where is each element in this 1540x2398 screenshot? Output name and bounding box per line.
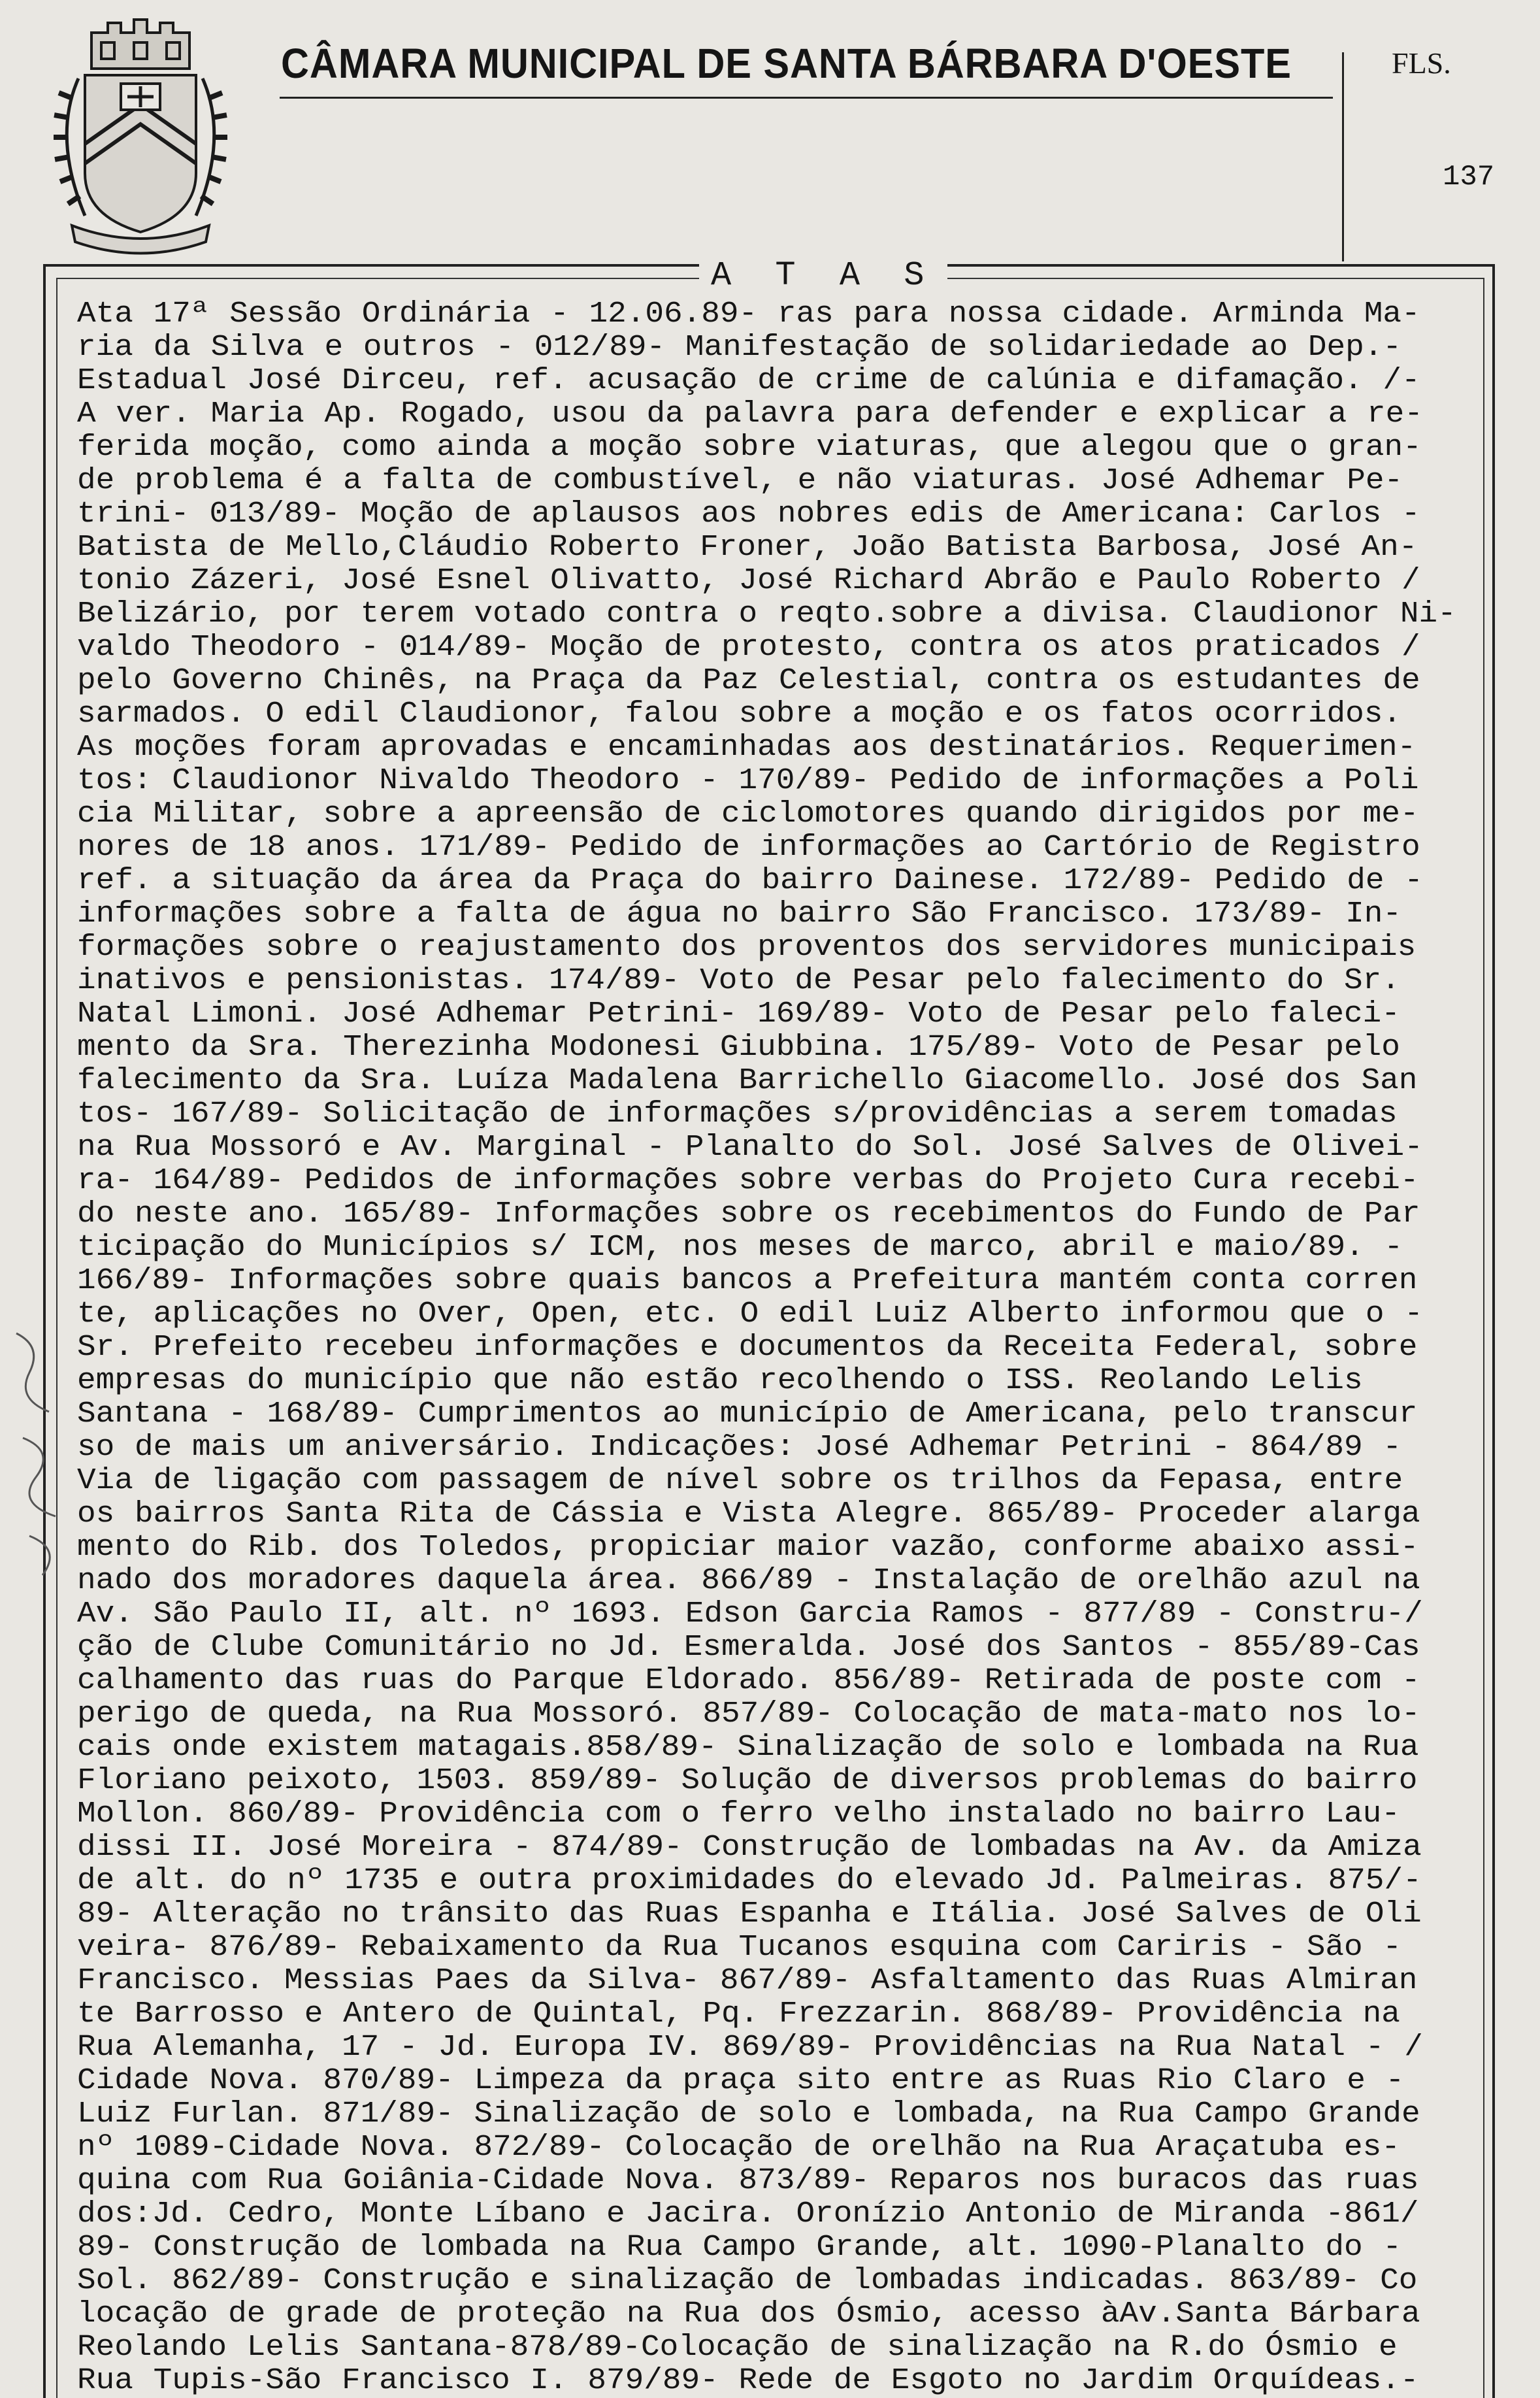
title-underline bbox=[280, 97, 1333, 99]
text-line: veira- 876/89- Rebaixamento da Rua Tucanos esquina com Cariris - São - bbox=[77, 1931, 1402, 1964]
text-line: valdo Theodoro - 014/89- Moção de protesto, contra os atos praticados / bbox=[77, 631, 1420, 664]
text-line: do neste ano. 165/89- Informações sobre os recebimentos do Fundo de Par bbox=[77, 1197, 1420, 1231]
text-line: trini- 013/89- Moção de aplausos aos nobres edis de Americana: Carlos - bbox=[77, 497, 1420, 531]
text-line: mento da Sra. Therezinha Modonesi Giubbina. 175/89- Voto de Pesar pelo bbox=[77, 1031, 1400, 1064]
text-line: 89- Alteração no trânsito das Ruas Espanha e Itália. José Salves de Oli bbox=[77, 1897, 1422, 1931]
text-line: Av. São Paulo II, alt. nº 1693. Edson Garcia Ramos - 877/89 - Constru-/ bbox=[77, 1597, 1423, 1631]
text-line: ticipação do Municípios s/ ICM, nos meses de marco, abril e maio/89. - bbox=[77, 1231, 1403, 1264]
text-line: de problema é a falta de combustível, e não viaturas. José Adhemar Pe- bbox=[77, 464, 1403, 497]
text-line: Mollon. 860/89- Providência com o ferro velho instalado no bairro Lau- bbox=[77, 1797, 1400, 1831]
text-line: Rua Alemanha, 17 - Jd. Europa IV. 869/89- Providências na Rua Natal - / bbox=[77, 2031, 1423, 2064]
text-line: falecimento da Sra. Luíza Madalena Barrichello Giacomello. José dos San bbox=[77, 1064, 1418, 1097]
text-line: As moções foram aprovadas e encaminhadas aos destinatários. Requerimen- bbox=[77, 731, 1417, 764]
text-line: inativos e pensionistas. 174/89- Voto de Pesar pelo falecimento do Sr. bbox=[77, 964, 1400, 997]
handwritten-margin-signature bbox=[3, 1320, 82, 1595]
text-line: Floriano peixoto, 1503. 859/89- Solução de diversos problemas do bairro bbox=[77, 1764, 1418, 1797]
text-line: perigo de queda, na Rua Mossoró. 857/89- Colocação de mata-mato nos lo- bbox=[77, 1697, 1420, 1731]
fls-label: FLS. bbox=[1392, 46, 1451, 80]
institution-title: CÂMARA MUNICIPAL DE SANTA BÁRBARA D'OESTE bbox=[281, 40, 1292, 87]
text-line: de alt. do nº 1735 e outra proximidades do elevado Jd. Palmeiras. 875/- bbox=[77, 1864, 1422, 1897]
text-line: Reolando Lelis Santana-878/89-Colocação de sinalização na R.do Ósmio e bbox=[77, 2331, 1398, 2364]
text-line: A ver. Maria Ap. Rogado, usou da palavra para defender e explicar a re- bbox=[77, 397, 1423, 431]
text-line: os bairros Santa Rita de Cássia e Vista Alegre. 865/89- Proceder alarga bbox=[77, 1497, 1420, 1531]
text-line: formações sobre o reajustamento dos proventos dos servidores municipais bbox=[77, 931, 1417, 964]
text-line: sarmados. O edil Claudionor, falou sobre a moção e os fatos ocorridos. bbox=[77, 697, 1402, 731]
text-line: locação de grade de proteção na Rua dos Ósmio, acesso àAv.Santa Bárbara bbox=[77, 2297, 1420, 2331]
text-line: Sol. 862/89- Construção e sinalização de lombadas indicadas. 863/89- Co bbox=[77, 2264, 1418, 2297]
text-line: ra- 164/89- Pedidos de informações sobre verbas do Projeto Cura recebi- bbox=[77, 1164, 1419, 1197]
text-line: nado dos moradores daquela área. 866/89 - Instalação de orelhão azul na bbox=[77, 1564, 1420, 1597]
text-line: Rua Tupis-São Francisco I. 879/89- Rede de Esgoto no Jardim Orquídeas.- bbox=[77, 2364, 1419, 2397]
text-line: ferida moção, como ainda a moção sobre viaturas, que alegou que o gran- bbox=[77, 431, 1422, 464]
text-line: Batista de Mello,Cláudio Roberto Froner, João Batista Barbosa, José An- bbox=[77, 531, 1418, 564]
text-line: te Barrosso e Antero de Quintal, Pq. Frezzarin. 868/89- Providência na bbox=[77, 1997, 1400, 2031]
text-line: calhamento das ruas do Parque Eldorado. 856/89- Retirada de poste com - bbox=[77, 1664, 1420, 1697]
coat-of-arms-emblem bbox=[46, 7, 235, 255]
text-line: tonio Zázeri, José Esnel Olivatto, José Richard Abrão e Paulo Roberto / bbox=[77, 564, 1420, 597]
text-line: 166/89- Informações sobre quais bancos a Prefeitura mantém conta corren bbox=[77, 1264, 1418, 1297]
text-line: tos- 167/89- Solicitação de informações s/providências a serem tomadas bbox=[77, 1097, 1398, 1131]
text-line: ção de Clube Comunitário no Jd. Esmeralda. José dos Santos - 855/89-Cas bbox=[77, 1631, 1420, 1664]
text-line: dos:Jd. Cedro, Monte Líbano e Jacira. Oronízio Antonio de Miranda -861/ bbox=[77, 2197, 1419, 2231]
text-line: informações sobre a falta de água no bairro São Francisco. 173/89- In- bbox=[77, 897, 1402, 931]
text-line: te, aplicações no Over, Open, etc. O edil Luiz Alberto informou que o - bbox=[77, 1297, 1423, 1331]
text-line: so de mais um aniversário. Indicações: José Adhemar Petrini - 864/89 - bbox=[77, 1431, 1402, 1464]
text-line: Cidade Nova. 870/89- Limpeza da praça sito entre as Ruas Rio Claro e - bbox=[77, 2064, 1405, 2097]
text-line: pelo Governo Chinês, na Praça da Paz Celestial, contra os estudantes de bbox=[77, 664, 1420, 697]
text-line: mento do Rib. dos Toledos, propiciar maior vazão, conforme abaixo assi- bbox=[77, 1531, 1419, 1564]
text-line: tos: Claudionor Nivaldo Theodoro - 170/89- Pedido de informações a Poli bbox=[77, 764, 1419, 797]
text-line: Santana - 168/89- Cumprimentos ao município de Americana, pelo transcur bbox=[77, 1397, 1418, 1431]
text-line: Francisco. Messias Paes da Silva- 867/89- Asfaltamento das Ruas Almiran bbox=[77, 1964, 1418, 1997]
text-line: quina com Rua Goiânia-Cidade Nova. 873/89- Reparos nos buracos das ruas bbox=[77, 2164, 1419, 2197]
text-line: Belizário, por terem votado contra o reqto.sobre a divisa. Claudionor Ni- bbox=[77, 597, 1456, 631]
header-vertical-divider bbox=[1342, 52, 1344, 261]
text-line: 89- Construção de lombada na Rua Campo Grande, alt. 1090-Planalto do - bbox=[77, 2231, 1402, 2264]
text-line: Estadual José Dirceu, ref. acusação de crime de calúnia e difamação. /- bbox=[77, 364, 1420, 397]
text-line: ria da Silva e outros - 012/89- Manifestação de solidariedade ao Dep.- bbox=[77, 331, 1402, 364]
section-title: A T A S bbox=[699, 256, 947, 295]
text-line: dissi II. José Moreira - 874/89- Construção de lombadas na Av. da Amiza bbox=[77, 1831, 1422, 1864]
text-line: cais onde existem matagais.858/89- Sinalização de solo e lombada na Rua bbox=[77, 1731, 1419, 1764]
text-line: na Rua Mossoró e Av. Marginal - Planalto do Sol. José Salves de Olivei- bbox=[77, 1131, 1423, 1164]
page-number: 137 bbox=[1443, 161, 1495, 193]
text-line: Luiz Furlan. 871/89- Sinalização de solo e lombada, na Rua Campo Grande bbox=[77, 2097, 1420, 2131]
text-line: nores de 18 anos. 171/89- Pedido de informações ao Cartório de Registro bbox=[77, 831, 1420, 864]
text-line: nº 1089-Cidade Nova. 872/89- Colocação de orelhão na Rua Araçatuba es- bbox=[77, 2131, 1400, 2164]
text-line: cia Militar, sobre a apreensão de ciclomotores quando dirigidos por me- bbox=[77, 797, 1419, 831]
text-line: Via de ligação com passagem de nível sobre os trilhos da Fepasa, entre bbox=[77, 1464, 1403, 1497]
text-line: empresas do município que não estão recolhendo o ISS. Reolando Lelis bbox=[77, 1364, 1363, 1397]
text-line: Natal Limoni. José Adhemar Petrini- 169/89- Voto de Pesar pelo faleci- bbox=[77, 997, 1400, 1031]
minutes-body bbox=[77, 297, 1498, 2397]
text-line: ref. a situação da área da Praça do bairro Dainese. 172/89- Pedido de - bbox=[77, 864, 1423, 897]
text-line: Ata 17ª Sessão Ordinária - 12.06.89- ras para nossa cidade. Arminda Ma- bbox=[77, 297, 1420, 331]
text-line: Sr. Prefeito recebeu informações e documentos da Receita Federal, sobre bbox=[77, 1331, 1418, 1364]
